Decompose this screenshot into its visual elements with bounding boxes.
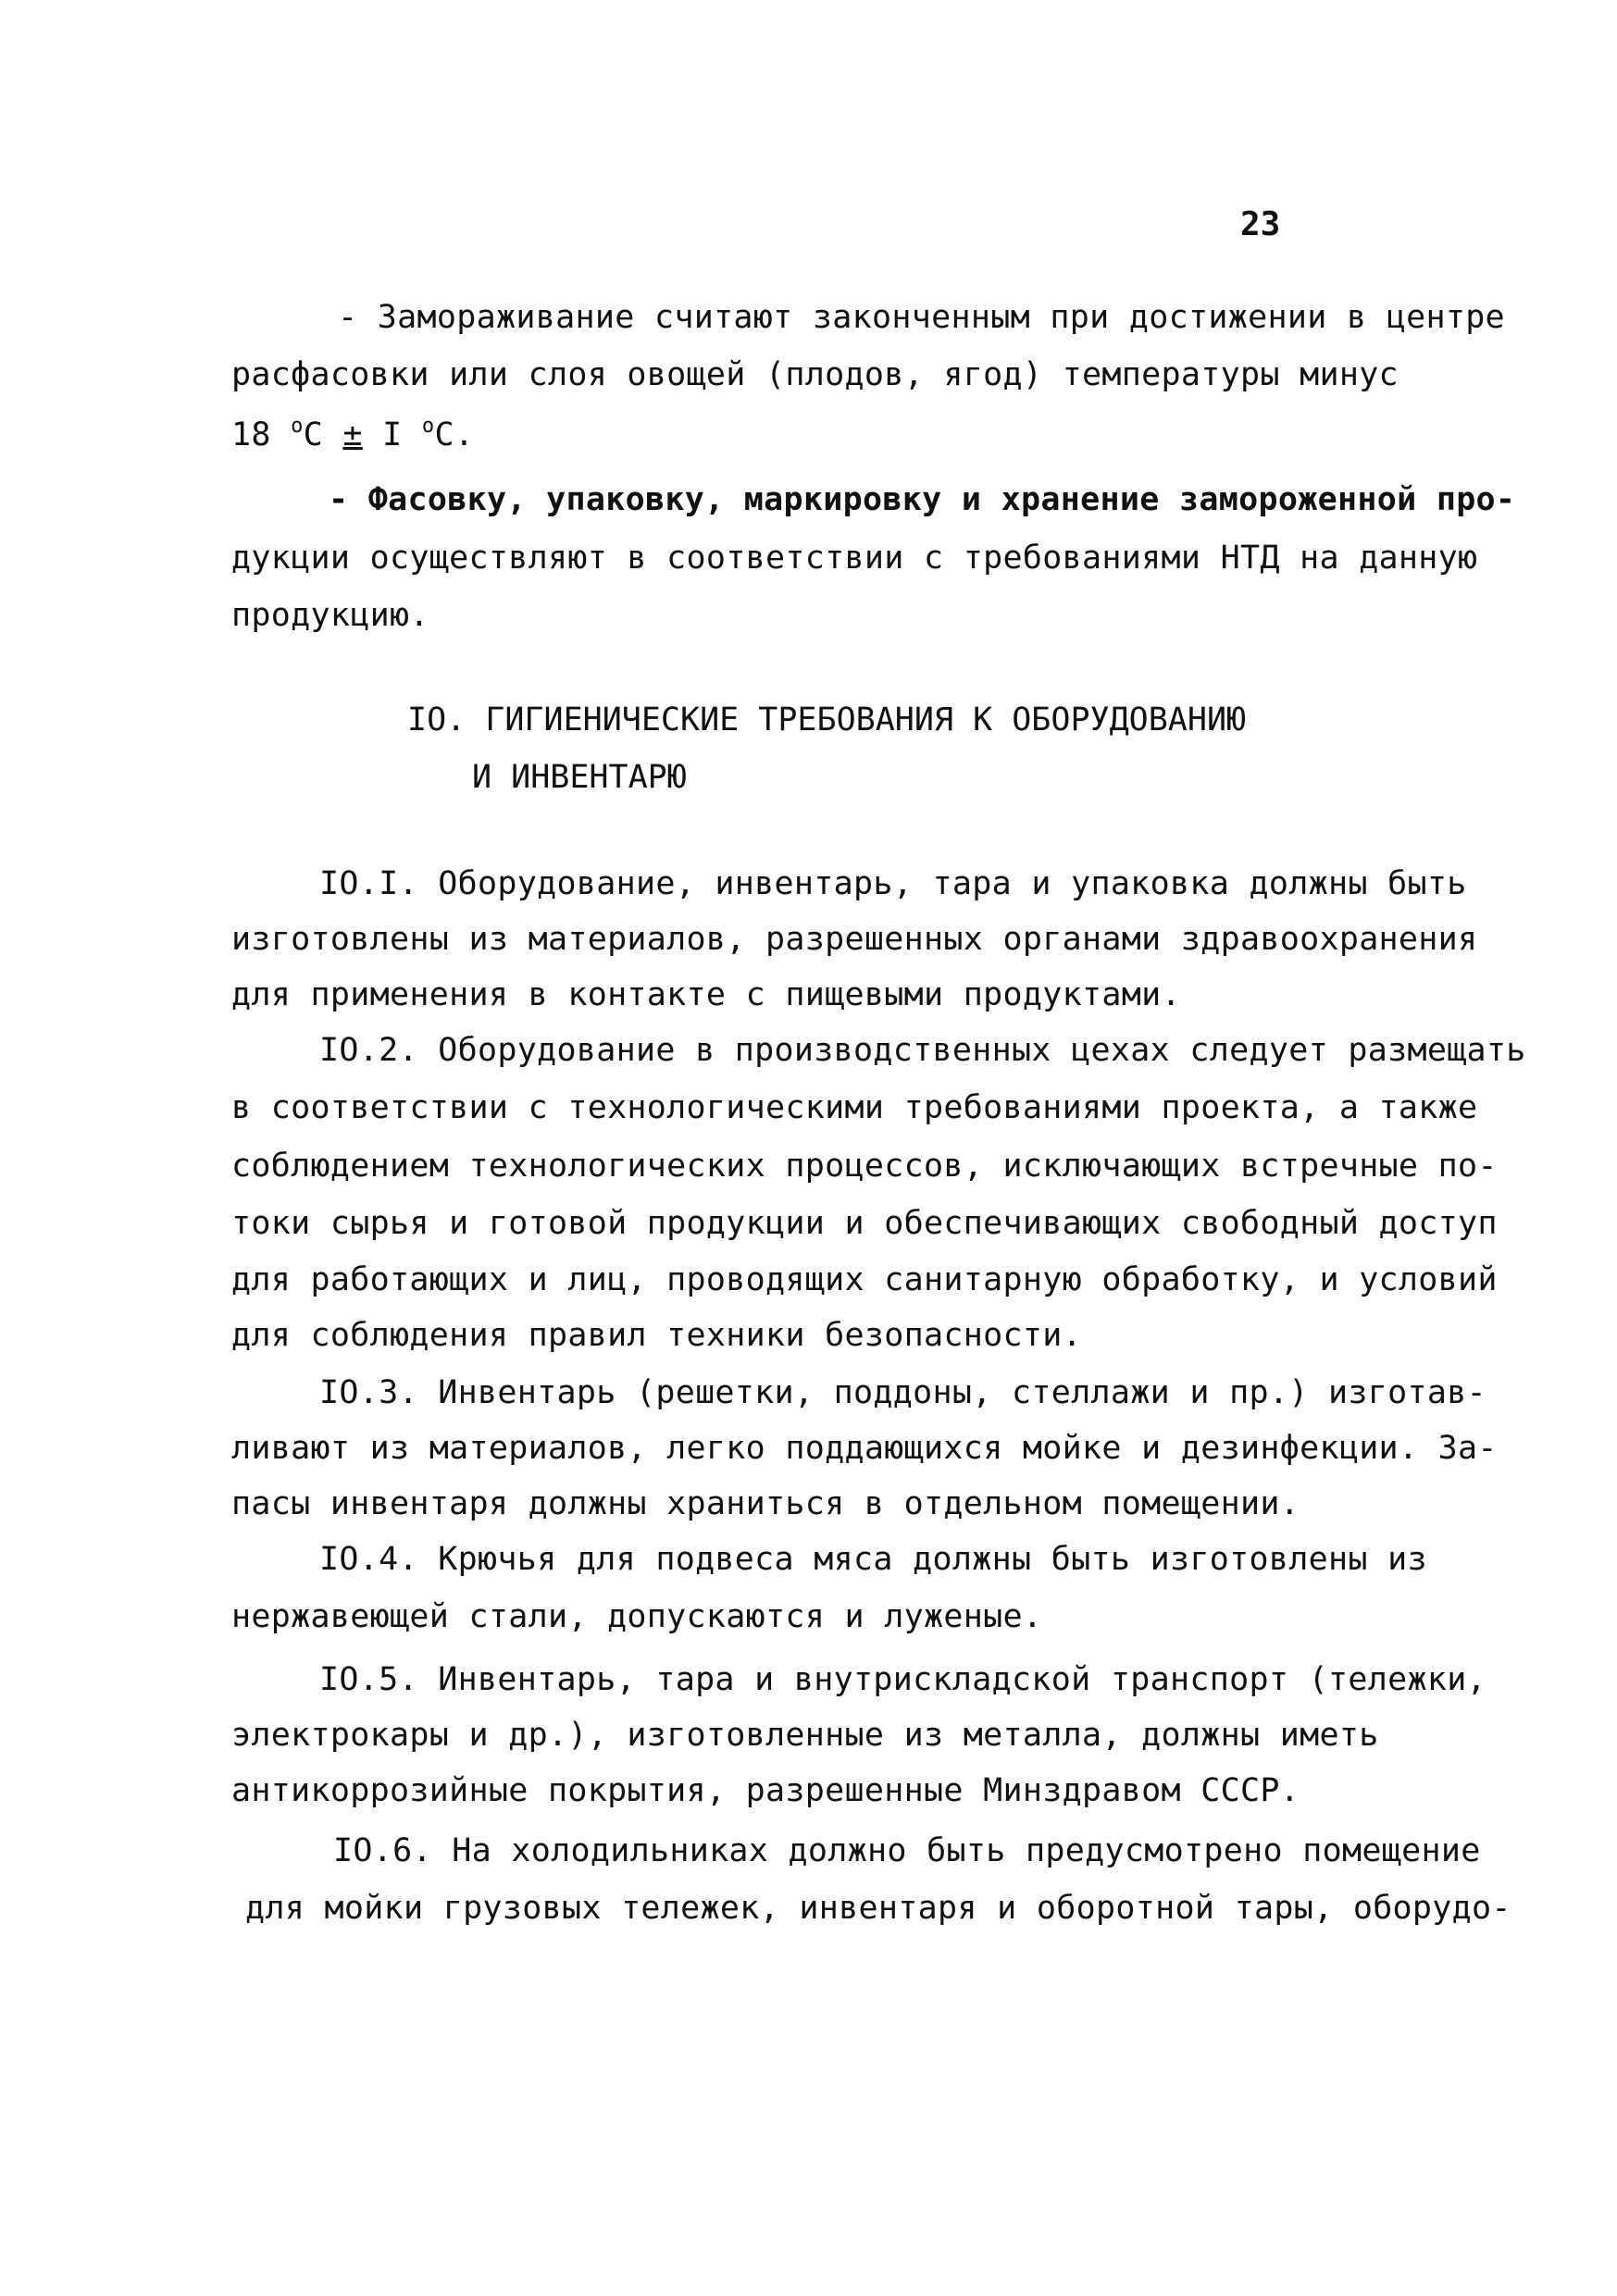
para-10-5-line-1: IO.5. Инвентарь, тара и внутрискладской транспорт (тележки,: [319, 1661, 1486, 1698]
intro-line-3-temperature: [231, 412, 474, 458]
temp-unit-2: C.: [434, 416, 475, 453]
para-10-3-line-2: ливают из материалов, легко поддающихся мойке и дезинфекции. За-: [231, 1430, 1498, 1467]
para-10-5-line-3: антикоррозийные покрытия, разрешенные Минздравом СССР.: [231, 1772, 1300, 1809]
para-10-2-line-6: для соблюдения правил техники безопасности.: [231, 1317, 1082, 1354]
section-title-line-2: И ИНВЕНТАРЮ: [472, 759, 687, 796]
plus-minus-sign: ±: [342, 416, 363, 453]
degree-sign: о: [291, 415, 304, 438]
temp-value: 18: [231, 416, 271, 453]
para-10-2-line-2: в соответствии с технологическими требованиями проекта, а также: [231, 1089, 1478, 1126]
intro-line-1: - Замораживание считают законченным при достижении в центре: [338, 299, 1505, 336]
para-10-5-line-2: электрокары и др.), изготовленные из металла, должны иметь: [231, 1717, 1379, 1754]
para-10-3-line-3: пасы инвентаря должны храниться в отдельном помещении.: [231, 1485, 1300, 1522]
page-number: 23: [1240, 205, 1281, 243]
para-10-6-line-1: IO.6. На холодильниках должно быть предусмотрено помещение: [333, 1832, 1481, 1869]
para-10-6-line-2: для мойки грузовых тележек, инвентаря и оборотной тары, оборудо-: [245, 1890, 1511, 1927]
intro-line-2: расфасовки или слоя овощей (плодов, ягод) температуры минус: [231, 356, 1399, 393]
section-title-line-1: IO. ГИГИЕНИЧЕСКИЕ ТРЕБОВАНИЯ К ОБОРУДОВАНИЮ: [407, 701, 1247, 738]
para-10-1-line-2: изготовлены из материалов, разрешенных органами здравоохранения: [231, 921, 1478, 958]
para-10-2-line-3: соблюдением технологических процессов, исключающих встречные по-: [231, 1148, 1498, 1185]
temp-unit-1: C: [303, 416, 324, 453]
intro-line-6: продукцию.: [231, 597, 429, 634]
para-10-2-line-1: IO.2. Оборудование в производственных цехах следует размещать: [319, 1032, 1526, 1069]
para-10-1-line-3: для применения в контакте с пищевыми продуктами.: [231, 976, 1181, 1013]
degree-sign: о: [421, 415, 435, 438]
para-10-4-line-1: IO.4. Крючья для подвеса мяса должны быть изготовлены из: [319, 1541, 1427, 1578]
intro-line-5: дукции осуществляют в соответствии с требованиями НТД на данную: [231, 540, 1478, 577]
para-10-4-line-2: нержавеющей стали, допускаются и луженые.: [231, 1598, 1043, 1635]
para-10-2-line-5: для работающих и лиц, проводящих санитарную обработку, и условий: [231, 1261, 1498, 1298]
para-10-1-line-1: IO.I. Оборудование, инвентарь, тара и упаковка должны быть: [319, 865, 1467, 902]
temp-tolerance: I: [382, 416, 403, 453]
intro-line-4: - Фасовку, упаковку, маркировку и хранение замороженной про-: [329, 481, 1516, 518]
para-10-3-line-1: IO.3. Инвентарь (решетки, поддоны, стеллажи и пр.) изготав-: [319, 1374, 1486, 1411]
para-10-2-line-4: токи сырья и готовой продукции и обеспечивающих свободный доступ: [231, 1205, 1498, 1242]
